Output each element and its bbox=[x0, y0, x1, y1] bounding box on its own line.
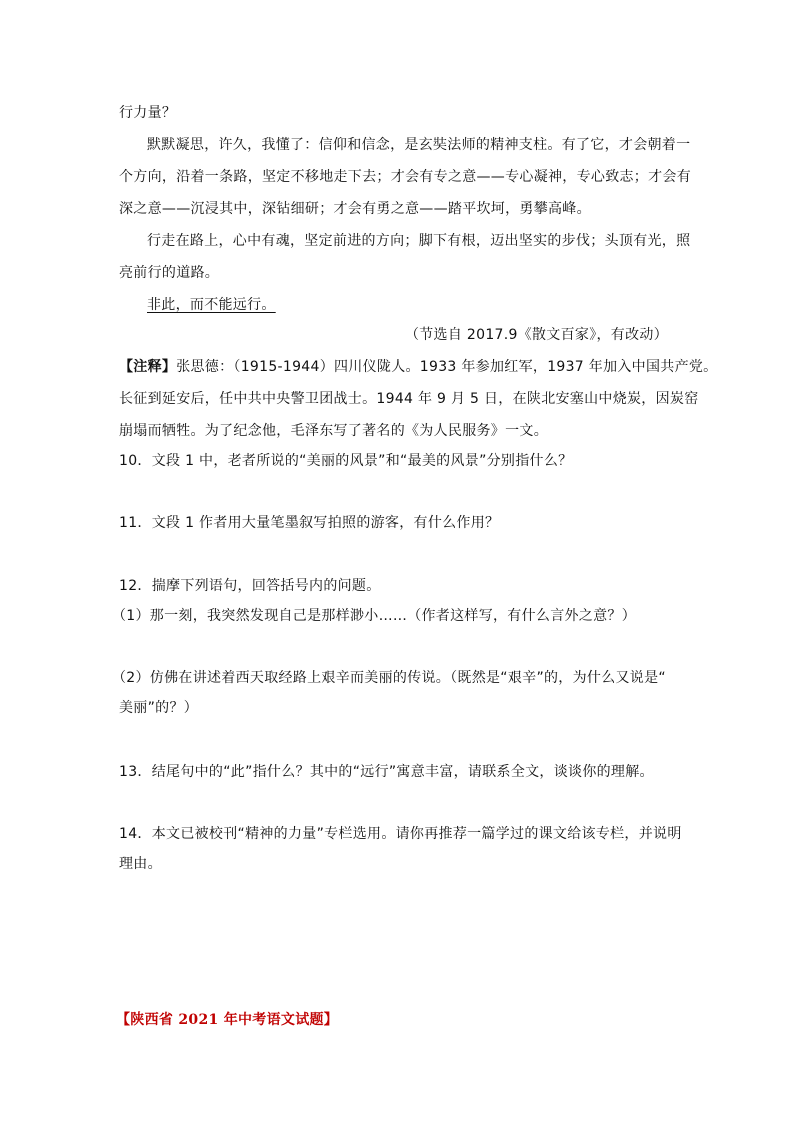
question-12-part-2-continuation: 美丽”的？） bbox=[119, 700, 199, 716]
passage-source: （节选自 2017.9《散文百家》，有改动） bbox=[404, 327, 668, 343]
section-heading: 【陕西省 2021 年中考语文试题】 bbox=[116, 1012, 339, 1028]
passage-paragraph-line: 行走在路上，心中有魂，坚定前进的方向；脚下有根，迈出坚实的步伐；头顶有光，照 bbox=[147, 233, 691, 249]
passage-paragraph-line: 个方向，沿着一条路，坚定不移地走下去；才会有专之意——专心凝神，专心致志；才会有 bbox=[119, 169, 691, 185]
note-line: 崩塌而牺牲。为了纪念他，毛泽东写了著名的《为人民服务》一文。 bbox=[119, 423, 548, 439]
note-line bbox=[119, 358, 717, 376]
question-12-part-1: （1）那一刻，我突然发现自己是那样渺小……（作者这样写，有什么言外之意？） bbox=[112, 608, 637, 624]
note-label: 【注释】 bbox=[119, 359, 177, 375]
note-text: 张思德：（1915-1944）四川仪陇人。1933 年参加红军，1937 年加入中国共产党。 bbox=[176, 359, 718, 375]
question-10: 10．文段 1 中，老者所说的“美丽的风景”和“最美的风景”分别指什么？ bbox=[119, 453, 573, 469]
passage-closing-sentence: 非此，而不能远行。 bbox=[147, 297, 276, 313]
passage-paragraph-line: 亮前行的道路。 bbox=[119, 265, 220, 281]
question-14: 14．本文已被校刊“精神的力量”专栏选用。请你再推荐一篇学过的课文给该专栏，并说明 bbox=[119, 826, 682, 842]
passage-paragraph-line: 深之意——沉浸其中，深钻细研；才会有勇之意——踏平坎坷，勇攀高峰。 bbox=[119, 201, 591, 217]
question-14-continuation: 理由。 bbox=[119, 856, 162, 872]
note-line: 长征到延安后，任中共中央警卫团战士。1944 年 9 月 5 日，在陕北安塞山中烧炭，因炭窑 bbox=[119, 391, 699, 407]
question-12: 12．揣摩下列语句，回答括号内的问题。 bbox=[119, 578, 381, 594]
passage-line-continuation: 行力量？ bbox=[119, 105, 177, 121]
passage-paragraph-line: 默默凝思，许久，我懂了：信仰和信念，是玄奘法师的精神支柱。有了它，才会朝着一 bbox=[147, 137, 691, 153]
question-13: 13．结尾句中的“此”指什么？其中的“远行”寓意丰富，请联系全文，谈谈你的理解。 bbox=[119, 764, 654, 780]
question-11: 11．文段 1 作者用大量笔墨叙写拍照的游客，有什么作用？ bbox=[119, 515, 500, 531]
question-12-part-2: （2）仿佛在讲述着西天取经路上艰辛而美丽的传说。（既然是“艰辛”的，为什么又说是“ bbox=[112, 670, 666, 686]
